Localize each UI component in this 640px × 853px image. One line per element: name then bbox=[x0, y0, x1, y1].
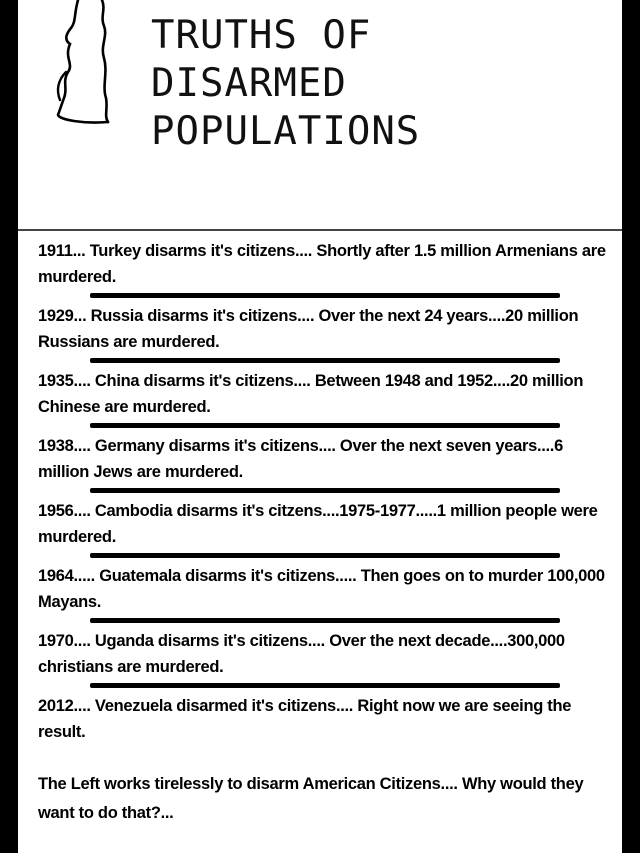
gun-outline-sketch-icon bbox=[38, 0, 128, 135]
fact-item bbox=[38, 628, 608, 680]
fact-item bbox=[38, 433, 608, 485]
closing-text: The Left works tirelessly to disarm American Citizens.... Why would they want to do that?... bbox=[38, 775, 584, 822]
header-divider bbox=[18, 229, 622, 231]
fact-separator bbox=[90, 358, 560, 363]
poster-card bbox=[18, 0, 622, 853]
fact-text: 1970.... Uganda disarms it's citizens.... Over the next decade....300,000 christians are murdered. bbox=[38, 632, 565, 676]
fact-item bbox=[38, 693, 608, 745]
fact-text: 1956.... Cambodia disarms it's citzens....1975-1977.....1 million people were murdered. bbox=[38, 502, 598, 546]
fact-separator bbox=[90, 683, 560, 688]
fact-item bbox=[38, 498, 608, 550]
fact-text: 1929... Russia disarms it's citizens.... Over the next 24 years....20 million Russians are murdered. bbox=[38, 307, 579, 351]
fact-separator bbox=[90, 423, 560, 428]
fact-text: 1935.... China disarms it's citizens.... Between 1948 and 1952....20 million Chinese are murdered. bbox=[38, 372, 584, 416]
fact-item bbox=[38, 368, 608, 420]
page-title bbox=[151, 12, 420, 156]
facts-list bbox=[38, 238, 608, 758]
title-line: POPULATIONS bbox=[151, 109, 421, 154]
fact-text: 2012.... Venezuela disarmed it's citizens.... Right now we are seeing the result. bbox=[38, 697, 572, 741]
fact-item bbox=[38, 563, 608, 615]
fact-item bbox=[38, 238, 608, 290]
fact-separator bbox=[90, 293, 560, 298]
fact-separator bbox=[90, 488, 560, 493]
fact-text: 1938.... Germany disarms it's citizens.... Over the next seven years....6 million Jews are murdered. bbox=[38, 437, 563, 481]
fact-text: 1964..... Guatemala disarms it's citizens..... Then goes on to murder 100,000 Mayans. bbox=[38, 567, 605, 611]
fact-text: 1911... Turkey disarms it's citizens.... Shortly after 1.5 million Armenians are murdered. bbox=[38, 242, 606, 286]
fact-separator bbox=[90, 618, 560, 623]
title-line: TRUTHS OF bbox=[151, 13, 372, 58]
fact-separator bbox=[90, 553, 560, 558]
title-line: DISARMED bbox=[151, 61, 347, 106]
fact-item bbox=[38, 303, 608, 355]
